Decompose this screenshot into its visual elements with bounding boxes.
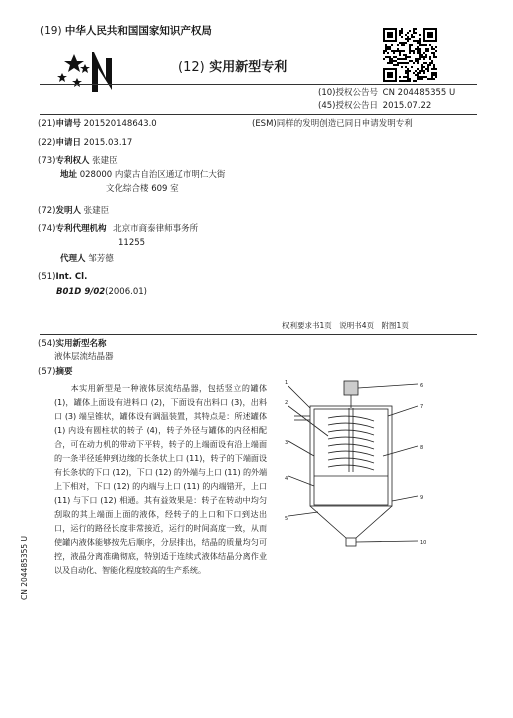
- abstract-text: [54, 381, 267, 577]
- agency-line-1: (74)专利代理机构 北京市商泰律师事务所: [38, 224, 199, 234]
- office-code: (19): [40, 25, 62, 37]
- figure-label: 2: [285, 400, 289, 406]
- abstract-body: 本实用新型是一种液体层流结晶器，包括竖立的罐体 (1)，罐体上面设有进料口 (2)，下面设有出料口 (3)，出料口 (3) 端呈锥状，罐体设有调温装置，其特点是：所述罐体 (1) 内设有圆柱状的转子 (4)，转子外径与罐体的内径相配合，可在动力机的带动下平转，转子的上端面设有沿上端面的一条半径延伸到边缘的长条状上口 (11)，转子的下端面设有长条状的下口 (12)，下口 (12) 的外端与上口 (11) 的外端上下相对，下口 (12) 的内端与上口 (11) 的内端错开，上口 (11) 与下口 (12) 相通。其有益效果是：转子在转动中均匀刮取的其上端面上面的液体，经转子的上口和下口到达出口，运行的路径长度非常接近，运行的时间高度一致，从而使罐内液体能够按先后顺序，分层排出，结晶的质量均匀可控，液晶分离准确彻底，特别适于连续式液体结晶分离作业以及自动化、智能化程度较高的生产系统。: [54, 383, 267, 575]
- side-pub-no: CN 204485355 U: [20, 535, 29, 600]
- agency-line-2: 11255: [118, 238, 146, 248]
- figure-label: 6: [420, 383, 424, 389]
- title-line: (54)实用新型名称: [38, 339, 107, 349]
- office-name: 中华人民共和国国家知识产权局: [64, 25, 212, 37]
- crystallizer-drawing: [288, 376, 418, 551]
- figure-label: 10: [420, 540, 427, 546]
- figure-label: 5: [285, 516, 289, 522]
- qr-code: [383, 28, 437, 82]
- app-no-line: (21)申请号 201520148643.0: [38, 119, 157, 129]
- patentee-line: (73)专利权人 张建臣: [38, 156, 118, 166]
- figure-label: 9: [420, 495, 424, 501]
- figure-label: 3: [285, 440, 289, 446]
- agent-line: 代理人 邹芳德: [60, 254, 114, 264]
- pub-date-line: (45)授权公告日 2015.07.22: [318, 101, 432, 111]
- biblio-top-rule: [40, 114, 477, 115]
- doc-type: 实用新型专利: [209, 60, 288, 75]
- header-rule: [40, 84, 477, 85]
- title-value: 液体层流结晶器: [54, 352, 114, 362]
- app-date-line: (22)申请日 2015.03.17: [38, 138, 133, 148]
- intcl-value-line: B01D 9/02(2006.01): [56, 287, 147, 297]
- address-line-2: 文化综合楼 609 室: [106, 184, 179, 194]
- biblio-bottom-rule: [40, 334, 477, 335]
- intcl-line: (51)Int. Cl.: [38, 272, 88, 282]
- figure-label: 8: [420, 445, 424, 451]
- abstract-heading: (57)摘要: [38, 367, 73, 377]
- doc-type-line: [178, 60, 287, 76]
- cnipa-emblem-icon: [56, 48, 116, 94]
- figure-label: 7: [420, 404, 424, 410]
- esm-note: (ESM)同样的发明创造已同日申请发明专利: [252, 119, 413, 129]
- doc-type-code: (12): [178, 60, 205, 75]
- office-line: [40, 24, 212, 38]
- inventor-line: (72)发明人 张建臣: [38, 206, 110, 216]
- figure-label: 4: [285, 476, 289, 482]
- figure-label: 1: [285, 380, 289, 386]
- pub-no-line: (10)授权公告号 CN 204485355 U: [318, 88, 456, 98]
- page-summary: 权利要求书1页 说明书4页 附图1页: [282, 321, 409, 330]
- address-line-1: 地址 028000 内蒙古自治区通辽市明仁大街: [60, 170, 226, 180]
